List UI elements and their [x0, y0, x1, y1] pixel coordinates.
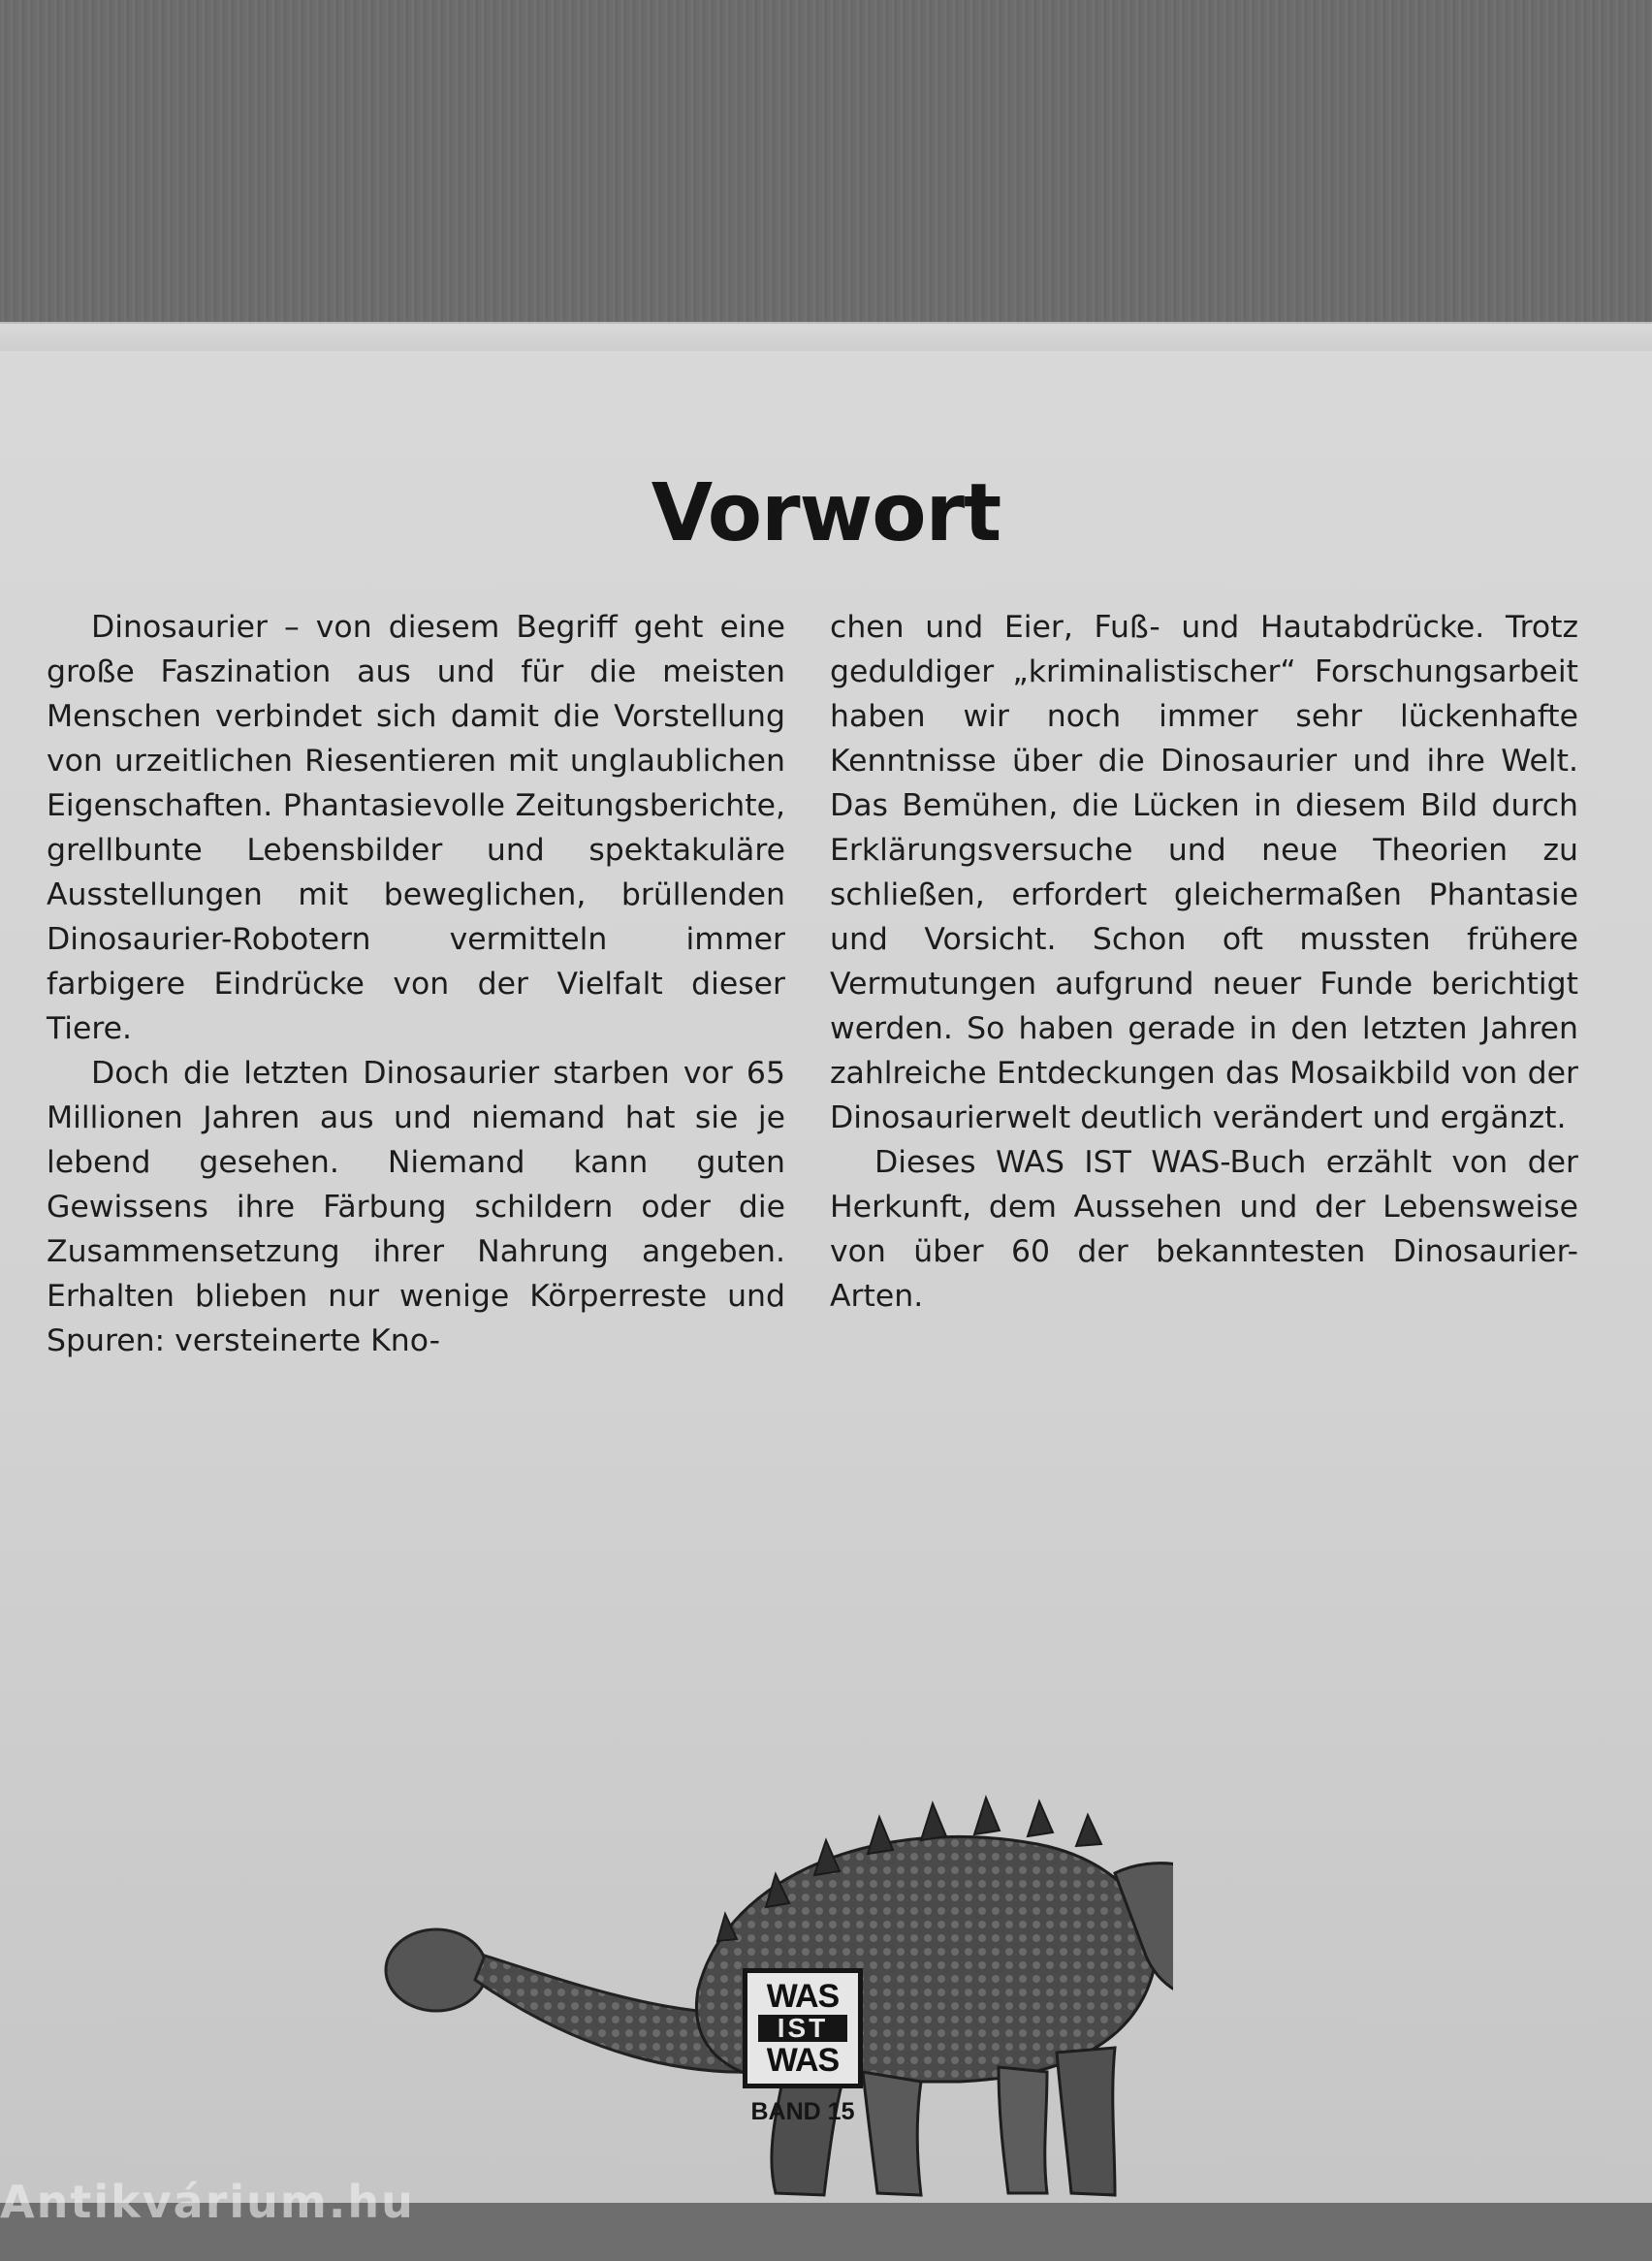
book-page — [0, 351, 1652, 2228]
ankylosaurus-illustration — [378, 1524, 1173, 2261]
logo-text-middle: IST — [758, 2015, 847, 2042]
text-column-left — [47, 605, 785, 1363]
logo-text-bottom: WAS — [766, 2042, 840, 2079]
paragraph: Dinosaurier – von diesem Begriff geht eine große Faszination aus und für die meisten Menschen verbindet sich damit die Vorstellung von urzeitlichen Riesentieren mit unglaublichen Eigenschaften. Phantasievolle Zeitungsberichte, grellbunte Lebensbilder und spektakuläre Ausstellungen mit beweglichen, brüllenden Dinosaurier-Robotern vermitteln immer farbigere Eindrücke von der Vielfalt dieser Tiere. — [47, 610, 785, 1046]
paragraph: Doch die letzten Dinosaurier starben vor 65 Millionen Jahren aus und niemand hat sie je lebend gesehen. Niemand kann guten Gewissens ihre Färbung schildern oder die Zusammensetzung ihrer Nahrung angeben. Erhalten blieben nur wenige Körperreste und Spuren: versteinerte Kno- — [47, 1056, 785, 1358]
text-column-right — [830, 605, 1578, 1319]
paragraph: chen und Eier, Fuß- und Hautabdrücke. Trotz geduldiger „kriminalistischer“ Forschungsarbeit haben wir noch immer sehr lückenhafte Kenntnisse über die Dinosaurier und ihre Welt. Das Bemühen, die Lücken in diesem Bild durch Erklärungsversuche und neue Theorien zu schließen, erfordert gleichermaßen Phantasie und Vorsicht. Schon oft mussten frühere Vermutungen aufgrund neuer Funde berichtigt werden. So haben gerade in den letzten Jahren zahlreiche Entdeckungen das Mosaikbild von der Dinosaurierwelt deutlich verändert und ergänzt. — [830, 610, 1578, 1135]
logo-text-top: WAS — [766, 1978, 840, 2015]
watermark: Antikvárium.hu — [0, 2176, 415, 2228]
page-title: Vorwort — [651, 467, 1001, 559]
was-ist-was-logo — [743, 1968, 863, 2088]
table-surface — [0, 0, 1652, 339]
paragraph: Dieses WAS IST WAS-Buch erzählt von der Herkunft, dem Aussehen und der Lebensweise von über 60 der bekanntesten Dinosaurier-Arten. — [830, 1145, 1578, 1314]
band-label: BAND 15 — [750, 2098, 855, 2125]
